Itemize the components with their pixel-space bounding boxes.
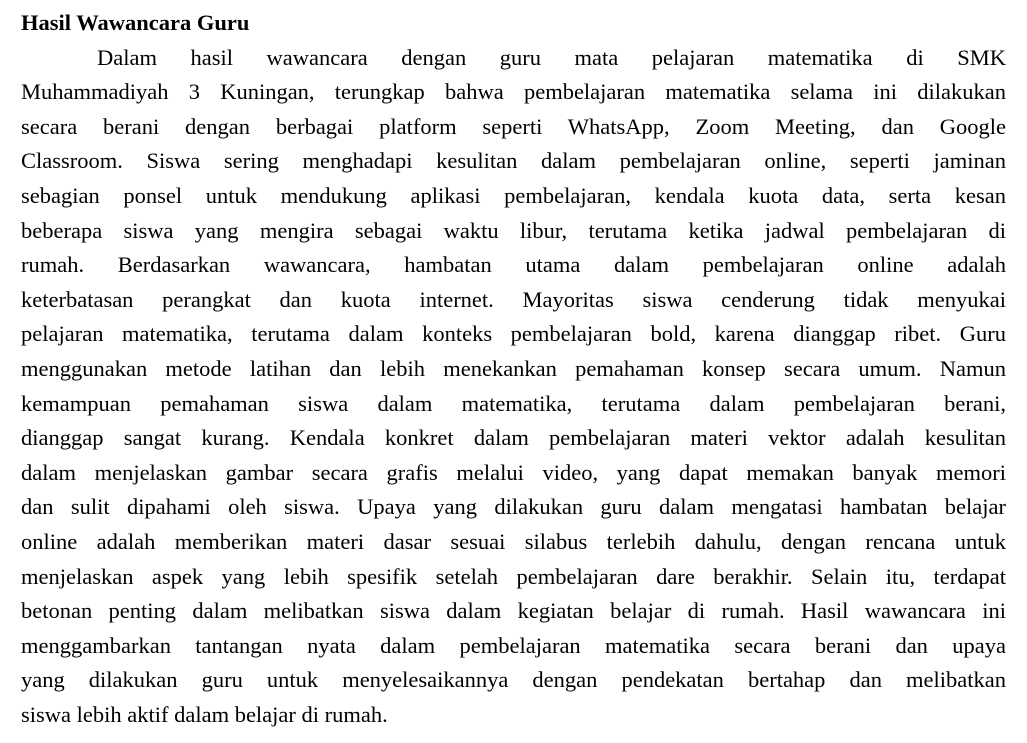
paragraph-line: keterbatasan perangkat dan kuota internet. Mayoritas siswa cenderung tidak menyukai [21, 286, 1006, 312]
paragraph-line: secara berani dengan berbagai platform seperti WhatsApp, Zoom Meeting, dan Google [21, 113, 1006, 139]
paragraph-line: Muhammadiyah 3 Kuningan, terungkap bahwa pembelajaran matematika selama ini dilakukan [21, 79, 1006, 105]
paragraph-line: menggambarkan tantangan nyata dalam pembelajaran matematika secara berani dan upaya [21, 632, 1006, 658]
paragraph-line: dalam menjelaskan gambar secara grafis melalui video, yang dapat memakan banyak memori [21, 459, 1006, 485]
paragraph-line: rumah. Berdasarkan wawancara, hambatan utama dalam pembelajaran online adalah [21, 252, 1006, 278]
paragraph-line: kemampuan pemahaman siswa dalam matematika, terutama dalam pembelajaran berani, [21, 390, 1006, 416]
document-heading: Hasil Wawancara Guru [21, 10, 250, 35]
paragraph-line: yang dilakukan guru untuk menyelesaikannya dengan pendekatan bertahap dan melibatkan [21, 667, 1006, 693]
paragraph-line: beberapa siswa yang mengira sebagai waktu libur, terutama ketika jadwal pembelajaran di [21, 217, 1006, 243]
paragraph-line: menggunakan metode latihan dan lebih menekankan pemahaman konsep secara umum. Namun [21, 355, 1006, 381]
paragraph-line: dianggap sangat kurang. Kendala konkret dalam pembelajaran materi vektor adalah kesulitan [21, 425, 1006, 451]
document-paragraph [21, 41, 1006, 733]
paragraph-line: sebagian ponsel untuk mendukung aplikasi pembelajaran, kendala kuota data, serta kesan [21, 182, 1006, 208]
paragraph-line: siswa lebih aktif dalam belajar di rumah. [21, 701, 388, 727]
paragraph-line: menjelaskan aspek yang lebih spesifik setelah pembelajaran dare berakhir. Selain itu, terdapat [21, 563, 1006, 589]
paragraph-line: Classroom. Siswa sering menghadapi kesulitan dalam pembelajaran online, seperti jaminan [21, 148, 1006, 174]
paragraph-line: Dalam hasil wawancara dengan guru mata pelajaran matematika di SMK [97, 44, 1006, 70]
paragraph-line: pelajaran matematika, terutama dalam konteks pembelajaran bold, karena dianggap ribet. Guru [21, 321, 1006, 347]
paragraph-line: dan sulit dipahami oleh siswa. Upaya yang dilakukan guru dalam mengatasi hambatan belajar [21, 494, 1006, 520]
paragraph-line: online adalah memberikan materi dasar sesuai silabus terlebih dahulu, dengan rencana untuk [21, 528, 1006, 554]
paragraph-line: betonan penting dalam melibatkan siswa dalam kegiatan belajar di rumah. Hasil wawancara ini [21, 598, 1006, 624]
